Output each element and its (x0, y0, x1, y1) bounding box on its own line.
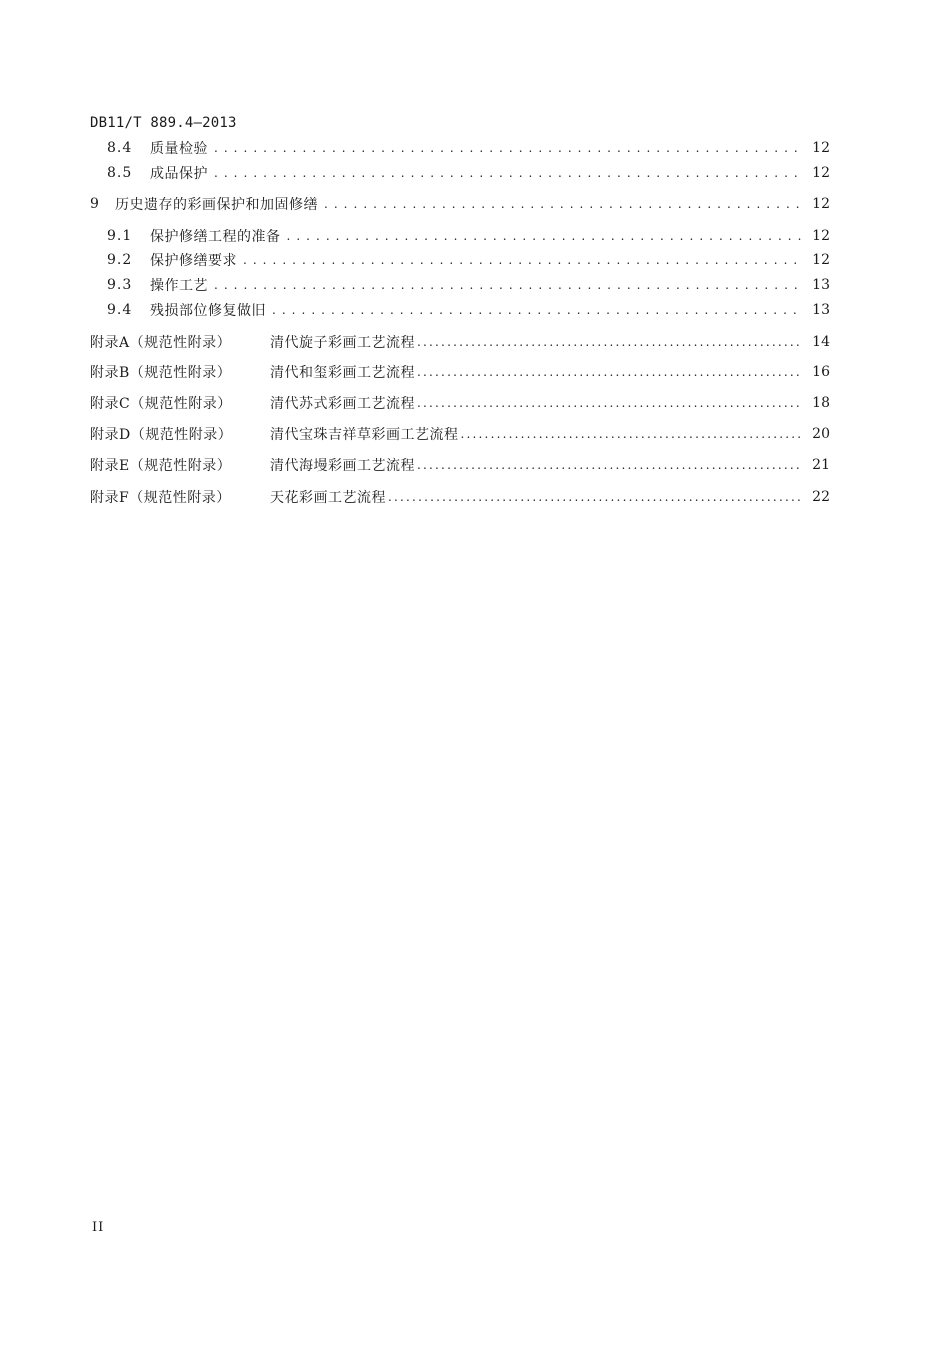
toc-entry[interactable] (107, 225, 830, 247)
toc-entry-page: 22 (812, 489, 830, 505)
document-code: DB11/T 889.4—2013 (90, 115, 237, 131)
toc-entry[interactable] (107, 274, 830, 296)
toc-entry-number: 8.5 (107, 165, 133, 181)
toc-dot-leader (324, 193, 802, 215)
toc-entry-title: 保护修缮要求 (150, 253, 237, 269)
toc-entry[interactable] (107, 299, 830, 321)
toc-dot-leader (461, 423, 803, 445)
toc-entry[interactable] (90, 423, 830, 445)
toc-entry[interactable] (90, 454, 830, 476)
toc-entry-title: 天花彩画工艺流程 (270, 490, 386, 506)
toc-entry-number: 附录C（规范性附录） (90, 396, 232, 412)
toc-entry-page: 13 (812, 277, 830, 293)
toc-entry-page: 21 (812, 457, 830, 473)
toc-entry[interactable] (90, 193, 830, 215)
toc-entry-title: 清代苏式彩画工艺流程 (270, 396, 415, 412)
toc-entry-page: 16 (812, 364, 830, 380)
toc-entry[interactable] (90, 392, 830, 414)
toc-entry-number: 附录F（规范性附录） (90, 490, 231, 506)
toc-entry-title: 操作工艺 (150, 278, 208, 294)
toc-entry-title: 清代旋子彩画工艺流程 (270, 335, 415, 351)
toc-dot-leader (214, 137, 802, 159)
toc-dot-leader (214, 274, 802, 296)
toc-entry-page: 20 (812, 426, 830, 442)
toc-entry-number: 9.3 (107, 277, 133, 293)
toc-entry[interactable] (107, 249, 830, 271)
toc-entry[interactable] (107, 162, 830, 184)
toc-dot-leader (287, 225, 803, 247)
page-number: II (92, 1220, 105, 1235)
toc-dot-leader (417, 361, 802, 383)
toc-entry-page: 14 (812, 334, 830, 350)
toc-entry-title: 清代宝珠吉祥草彩画工艺流程 (270, 427, 459, 443)
toc-entry-title: 清代海墁彩画工艺流程 (270, 458, 415, 474)
toc-entry-number: 附录A（规范性附录） (90, 335, 232, 351)
toc-entry-page: 13 (812, 302, 830, 318)
toc-entry-title: 质量检验 (150, 141, 208, 157)
toc-entry-page: 12 (812, 196, 830, 212)
toc-entry-number: 附录B（规范性附录） (90, 365, 232, 381)
toc-entry-page: 12 (812, 228, 830, 244)
toc-entry-title: 历史遗存的彩画保护和加固修缮 (115, 197, 318, 213)
toc-entry[interactable] (90, 331, 830, 353)
toc-entry-title: 清代和玺彩画工艺流程 (270, 365, 415, 381)
toc-dot-leader (243, 249, 802, 271)
toc-entry-page: 12 (812, 140, 830, 156)
toc-entry-title: 残损部位修复做旧 (150, 303, 266, 319)
toc-entry-page: 12 (812, 252, 830, 268)
toc-entry-number: 附录E（规范性附录） (90, 458, 232, 474)
toc-entry-number: 9 (90, 196, 100, 212)
toc-entry[interactable] (90, 361, 830, 383)
toc-entry-page: 12 (812, 165, 830, 181)
toc-dot-leader (272, 299, 802, 321)
toc-dot-leader (388, 486, 802, 508)
toc-entry-number: 9.1 (107, 228, 133, 244)
toc-entry-page: 18 (812, 395, 830, 411)
toc-entry-title: 保护修缮工程的准备 (150, 229, 281, 245)
toc-entry-number: 9.4 (107, 302, 133, 318)
toc-dot-leader (417, 454, 802, 476)
toc-entry[interactable] (107, 137, 830, 159)
toc-entry-number: 8.4 (107, 140, 133, 156)
toc-dot-leader (417, 331, 802, 353)
toc-entry-number: 附录D（规范性附录） (90, 427, 233, 443)
toc-dot-leader (214, 162, 802, 184)
toc-entry[interactable] (90, 486, 830, 508)
toc-dot-leader (417, 392, 802, 414)
toc-entry-title: 成品保护 (150, 166, 208, 182)
toc-entry-number: 9.2 (107, 252, 133, 268)
